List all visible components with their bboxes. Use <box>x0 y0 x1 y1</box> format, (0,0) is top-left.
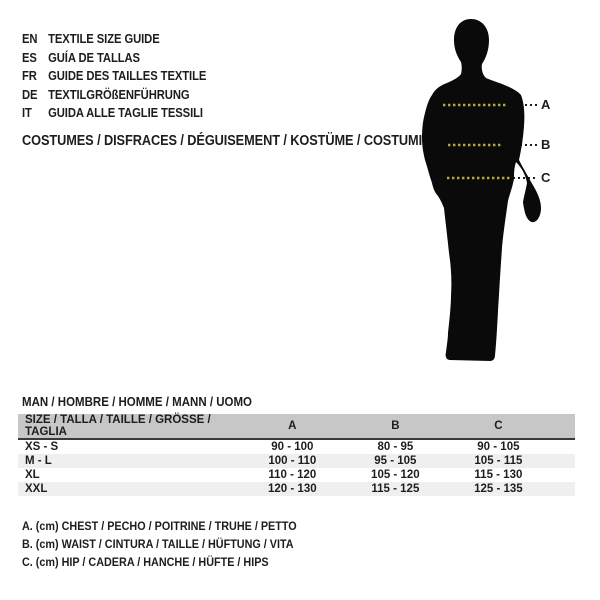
measurement-legend <box>22 518 297 571</box>
hip-range: 105 - 115 <box>447 454 550 468</box>
waist-range: 115 - 125 <box>344 482 447 496</box>
legend-hip: C. (cm) HIP / CADERA / HANCHE / HÜFTE / HIPS <box>22 554 269 569</box>
table-title: MAN / HOMBRE / HOMME / MANN / UOMO <box>22 395 252 409</box>
waist-range: 105 - 120 <box>371 469 420 481</box>
chest-range: 100 - 110 <box>241 454 344 468</box>
language-label: GUÍA DE TALLAS <box>48 50 140 65</box>
header-spacer <box>550 414 575 439</box>
language-row-de <box>22 86 206 105</box>
header-size: SIZE / TALLA / TAILLE / GRÖSSE / TAGLIA <box>18 414 241 439</box>
size-cell: XS - S <box>25 441 59 453</box>
language-label: TEXTILGRÖßENFÜHRUNG <box>48 87 190 102</box>
language-row-es <box>22 49 206 68</box>
language-code: ES <box>22 50 37 65</box>
size-figure <box>350 8 596 388</box>
language-row-en <box>22 30 206 49</box>
table-row-xs-s <box>18 439 575 454</box>
language-code: IT <box>22 106 32 121</box>
table-row-m-l <box>18 454 575 468</box>
header-b: B <box>344 414 447 439</box>
language-row-fr <box>22 67 206 86</box>
waist-range: 95 - 105 <box>344 454 447 468</box>
language-code: EN <box>22 32 38 46</box>
chest-range: 90 - 100 <box>271 441 314 453</box>
chest-range: 120 - 130 <box>241 482 344 496</box>
man-silhouette-path <box>422 19 541 361</box>
size-cell: XL <box>25 469 40 481</box>
hip-label-c: C <box>541 170 551 185</box>
size-table <box>18 414 575 496</box>
chest-range: 110 - 120 <box>268 469 317 481</box>
table-row-xl <box>18 468 575 482</box>
category-title: COSTUMES / DISFRACES / DÉGUISEMENT / KOSTÜME / COSTUMI <box>22 133 423 149</box>
man-silhouette-image <box>350 8 596 388</box>
hip-range: 90 - 105 <box>477 441 520 453</box>
waist-range: 80 - 95 <box>377 441 414 453</box>
language-label: TEXTILE SIZE GUIDE <box>48 32 160 46</box>
language-label: GUIDE DES TAILLES TEXTILE <box>48 69 207 84</box>
table-row-xxl <box>18 482 575 496</box>
header-a: A <box>241 414 344 439</box>
header-c: C <box>447 414 550 439</box>
chest-label-a: A <box>541 97 551 112</box>
legend-chest: A. (cm) CHEST / PECHO / POITRINE / TRUHE / PETTO <box>22 519 297 533</box>
language-label: GUIDA ALLE TAGLIE TESSILI <box>48 106 203 121</box>
language-row-it <box>22 104 206 123</box>
table-header-row <box>18 414 575 439</box>
language-list <box>22 30 206 123</box>
waist-label-b: B <box>541 137 551 152</box>
legend-waist: B. (cm) WAIST / CINTURA / TAILLE / HÜFTUNG / VITA <box>22 536 294 551</box>
size-cell: M - L <box>18 454 241 468</box>
language-code: FR <box>22 69 37 84</box>
language-code: DE <box>22 87 38 102</box>
size-cell: XXL <box>18 482 241 496</box>
hip-range: 125 - 135 <box>447 482 550 496</box>
hip-range: 115 - 130 <box>474 469 523 481</box>
